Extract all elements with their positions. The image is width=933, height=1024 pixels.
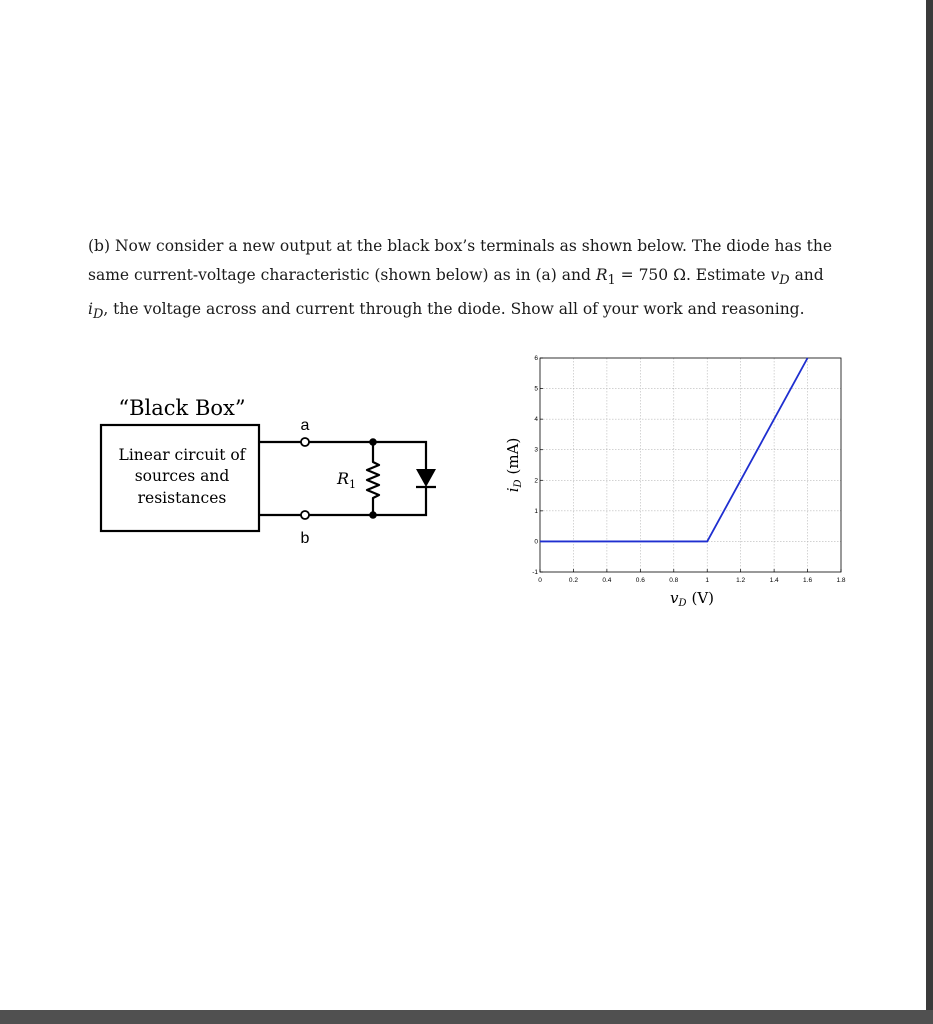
chart-grid [540,358,841,572]
x-tick-label: 1.4 [769,577,779,584]
problem-line-1: (b) Now consider a new output at the black box’s terminals as shown below. The diode has the [88,237,833,255]
iv-chart [490,345,860,610]
plot-frame [540,358,841,572]
x-tick-labels [538,577,846,584]
problem-statement [88,232,848,329]
y-tick-label: 3 [534,446,538,454]
x-tick-label: 0.6 [635,577,645,584]
viewer-bottom-bar [0,1010,933,1024]
resistor-r1 [367,442,379,515]
x-tick-label: 1.2 [736,577,746,584]
viewer-right-edge [926,0,933,1024]
y-tick-label: 2 [534,477,538,485]
black-box-title: “Black Box” [118,396,246,420]
diode-icon [416,469,436,487]
black-box-label-line1: Linear circuit of [118,446,246,464]
x-tick-label: 1.8 [836,577,846,584]
y-tick-label: 4 [534,416,538,424]
y-tick-label: 5 [534,385,538,393]
y-tick-label: 1 [534,507,538,515]
terminal-b-label: b [300,530,310,547]
black-box-label-line2: sources and [134,467,230,485]
y-tick-label: -1 [532,569,538,576]
terminal-a-label: a [300,417,310,434]
circuit-diagram [90,385,460,555]
terminal-a [301,438,309,446]
x-tick-label: 0.4 [602,577,612,584]
problem-line-3: $i_D$, the voltage across and current through the diode. Show all of your work and reasoning. [88,300,805,323]
y-tick-label: 0 [534,538,538,546]
terminal-b [301,511,309,519]
x-tick-label: 0.8 [669,577,679,584]
resistor-label: $R_1$ [337,469,357,491]
axis-ticks [540,358,841,572]
y-tick-label: 6 [534,355,538,362]
x-tick-label: 0 [538,577,542,584]
black-box-label-line3: resistances [137,489,227,507]
x-axis-label: $v_D$ (V) [669,589,715,609]
x-tick-label: 1.6 [803,577,813,584]
problem-line-2: same current-voltage characteristic (shown below) as in (a) and $R_1 = 750$ Ω. Estimate $v_D$ and [88,266,824,289]
y-tick-labels [532,355,538,576]
x-tick-label: 1 [705,577,710,584]
y-axis-label: $i_D(mA)$ [504,437,524,493]
x-tick-label: 0.2 [568,577,578,584]
